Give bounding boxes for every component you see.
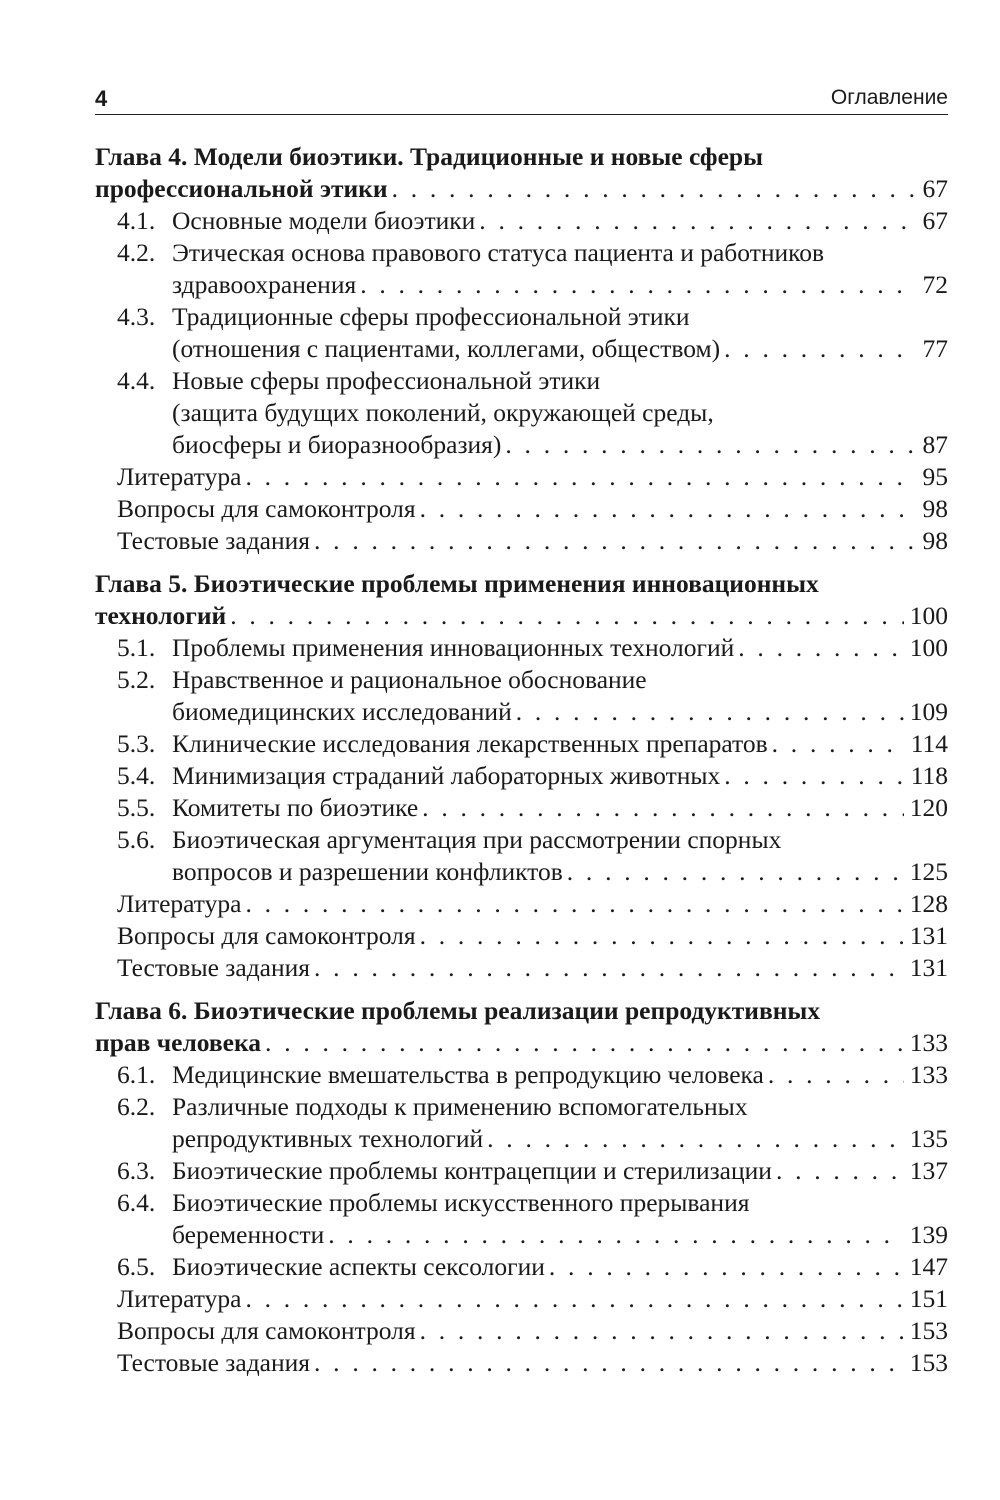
dot-leader [245, 888, 903, 920]
section-page-number: 109 [909, 697, 948, 726]
toc-entry-line [95, 760, 948, 792]
section-title-text: Биоэтические аспекты сексологии [172, 1252, 545, 1281]
section-title-text: Основные модели биоэтики [172, 206, 476, 235]
toc-extra-entry [95, 888, 948, 920]
dot-leader [768, 1059, 904, 1091]
section-page-number: 133 [909, 1060, 948, 1089]
dot-leader [420, 920, 904, 952]
dot-leader [392, 173, 917, 205]
extra-page-number: 151 [909, 1284, 948, 1313]
section-number: 4.4. [117, 366, 156, 395]
section-number: 6.3. [117, 1156, 156, 1185]
toc-entry-line [95, 664, 948, 696]
section-page-number: 77 [922, 334, 948, 363]
dot-leader [487, 1123, 904, 1155]
section-page-number: 139 [909, 1220, 948, 1249]
toc-chapter [95, 995, 948, 1379]
section-title-text: биосферы и биоразнообразия) [172, 430, 502, 459]
toc-entry-line [95, 1123, 948, 1155]
toc-entry-line [95, 1155, 948, 1187]
page-number: 4 [95, 86, 108, 111]
toc-entry-line [95, 696, 948, 728]
extra-label: Тестовые задания [117, 1348, 311, 1377]
extra-label: Литература [117, 462, 242, 491]
section-number: 4.1. [117, 206, 156, 235]
toc-entry-line [95, 632, 948, 664]
extra-page-number: 98 [922, 526, 948, 555]
section-title-text: Минимизация страданий лабораторных животных [172, 761, 721, 790]
chapter-title-line-last [95, 173, 948, 205]
section-title-text: (отношения с пациентами, коллегами, обществом) [172, 334, 721, 363]
toc-entry-line [95, 824, 948, 856]
dot-leader [479, 205, 916, 237]
dot-leader [265, 1027, 904, 1059]
toc-extra-entry [95, 920, 948, 952]
extra-page-number: 153 [909, 1348, 948, 1377]
section-title-text: вопросов и разрешении конфликтов [172, 857, 563, 886]
chapter-title-line [95, 568, 948, 600]
section-title-text: Комитеты по биоэтике [172, 793, 419, 822]
toc-extra-entry [95, 493, 948, 525]
section-title-text: репродуктивных технологий [172, 1124, 484, 1153]
chapter-title-line-last [95, 600, 948, 632]
toc-extra-entry [95, 1283, 948, 1315]
toc-extra-entry [95, 952, 948, 984]
toc-entry-line [95, 237, 948, 269]
section-page-number: 147 [909, 1252, 948, 1281]
section-title-text: здравоохранения [172, 270, 357, 299]
toc-extra-entry [95, 525, 948, 557]
toc-chapter [95, 568, 948, 984]
extra-label: Литература [117, 1284, 242, 1313]
section-page-number: 118 [910, 761, 948, 790]
running-header [95, 84, 948, 115]
toc-chapter [95, 141, 948, 557]
extra-page-number: 128 [909, 889, 948, 918]
toc-entry-line [95, 1091, 948, 1123]
toc-entry-line [95, 301, 948, 333]
dot-leader [328, 1219, 903, 1251]
toc-entry-line [95, 365, 948, 397]
section-title-text: Различные подходы к применению вспомогательных [172, 1092, 748, 1121]
section-title-text: Биоэтические проблемы искусственного прерывания [172, 1188, 750, 1217]
section-number: 4.3. [117, 302, 156, 331]
chapter-page-number: 67 [922, 174, 948, 203]
dot-leader [549, 1251, 904, 1283]
chapter-title-text: Глава 5. Биоэтические проблемы применения инновационных [95, 569, 819, 598]
dot-leader [245, 461, 916, 493]
section-title-text: (защита будущих поколений, окружающей среды, [172, 398, 714, 427]
dot-leader [516, 696, 904, 728]
dot-leader [360, 269, 916, 301]
section-page-number: 100 [909, 633, 948, 662]
section-number: 6.4. [117, 1188, 156, 1217]
table-of-contents [95, 141, 948, 1390]
dot-leader [776, 1155, 904, 1187]
extra-page-number: 95 [922, 462, 948, 491]
dot-leader [245, 1283, 903, 1315]
section-number: 5.1. [117, 633, 156, 662]
extra-label: Тестовые задания [117, 953, 311, 982]
running-title: Оглавление [830, 86, 948, 109]
dot-leader [772, 728, 905, 760]
section-title-text: беременности [172, 1220, 325, 1249]
section-title-text: Новые сферы профессиональной этики [172, 366, 601, 395]
toc-entry-line [95, 1219, 948, 1251]
dot-leader [314, 952, 904, 984]
section-number: 5.6. [117, 825, 156, 854]
extra-label: Тестовые задания [117, 526, 311, 555]
section-number: 5.2. [117, 665, 156, 694]
section-page-number: 120 [909, 793, 948, 822]
chapter-title-text: Глава 4. Модели биоэтики. Традиционные и новые сферы [95, 142, 763, 171]
toc-extra-entry [95, 461, 948, 493]
section-title-text: Традиционные сферы профессиональной этики [172, 302, 690, 331]
section-number: 6.2. [117, 1092, 156, 1121]
section-title-text: Биоэтическая аргументация при рассмотрении спорных [172, 825, 782, 854]
section-number: 5.5. [117, 793, 156, 822]
chapter-title-text: прав человека [95, 1028, 262, 1057]
section-page-number: 67 [922, 206, 948, 235]
extra-label: Вопросы для самоконтроля [117, 494, 416, 523]
dot-leader [314, 1347, 904, 1379]
toc-entry-line [95, 333, 948, 365]
extra-page-number: 131 [909, 953, 948, 982]
extra-page-number: 98 [922, 494, 948, 523]
extra-page-number: 131 [909, 921, 948, 950]
section-number: 6.1. [117, 1060, 156, 1089]
section-title-text: Проблемы применения инновационных технологий [172, 633, 735, 662]
section-page-number: 72 [922, 270, 948, 299]
dot-leader [724, 333, 916, 365]
section-title-text: биомедицинских исследований [172, 697, 512, 726]
section-page-number: 114 [910, 729, 948, 758]
section-page-number: 87 [922, 430, 948, 459]
chapter-title-text: технологий [95, 601, 227, 630]
chapter-title-line [95, 995, 948, 1027]
toc-entry-line [95, 269, 948, 301]
toc-entry-line [95, 429, 948, 461]
toc-extra-entry [95, 1347, 948, 1379]
section-number: 5.3. [117, 729, 156, 758]
dot-leader [420, 493, 917, 525]
extra-label: Вопросы для самоконтроля [117, 921, 416, 950]
extra-label: Вопросы для самоконтроля [117, 1316, 416, 1345]
dot-leader [314, 525, 916, 557]
toc-entry-line [95, 205, 948, 237]
chapter-page-number: 100 [909, 601, 948, 630]
chapter-title-text: профессиональной этики [95, 174, 388, 203]
chapter-page-number: 133 [909, 1028, 948, 1057]
section-title-text: Клинические исследования лекарственных препаратов [172, 729, 768, 758]
section-title-text: Нравственное и рациональное обоснование [172, 665, 647, 694]
section-title-text: Медицинские вмешательства в репродукцию человека [172, 1060, 764, 1089]
toc-entry-line [95, 792, 948, 824]
section-title-text: Биоэтические проблемы контрацепции и стерилизации [172, 1156, 772, 1185]
toc-entry-line [95, 1187, 948, 1219]
toc-entry-line [95, 856, 948, 888]
extra-label: Литература [117, 889, 242, 918]
section-number: 6.5. [117, 1252, 156, 1281]
section-number: 4.2. [117, 238, 156, 267]
toc-extra-entry [95, 1315, 948, 1347]
toc-entry-line [95, 728, 948, 760]
dot-leader [724, 760, 904, 792]
section-number: 5.4. [117, 761, 156, 790]
toc-entry-line [95, 397, 948, 429]
extra-page-number: 153 [909, 1316, 948, 1345]
dot-leader [422, 792, 904, 824]
dot-leader [230, 600, 904, 632]
toc-entry-line [95, 1251, 948, 1283]
chapter-title-line-last [95, 1027, 948, 1059]
section-page-number: 137 [909, 1156, 948, 1185]
section-page-number: 135 [909, 1124, 948, 1153]
dot-leader [420, 1315, 904, 1347]
dot-leader [505, 429, 916, 461]
section-title-text: Этическая основа правового статуса пациента и работников [172, 238, 825, 267]
chapter-title-text: Глава 6. Биоэтические проблемы реализации репродуктивных [95, 996, 821, 1025]
section-page-number: 125 [909, 857, 948, 886]
chapter-title-line [95, 141, 948, 173]
dot-leader [738, 632, 903, 664]
toc-entry-line [95, 1059, 948, 1091]
dot-leader [567, 856, 904, 888]
